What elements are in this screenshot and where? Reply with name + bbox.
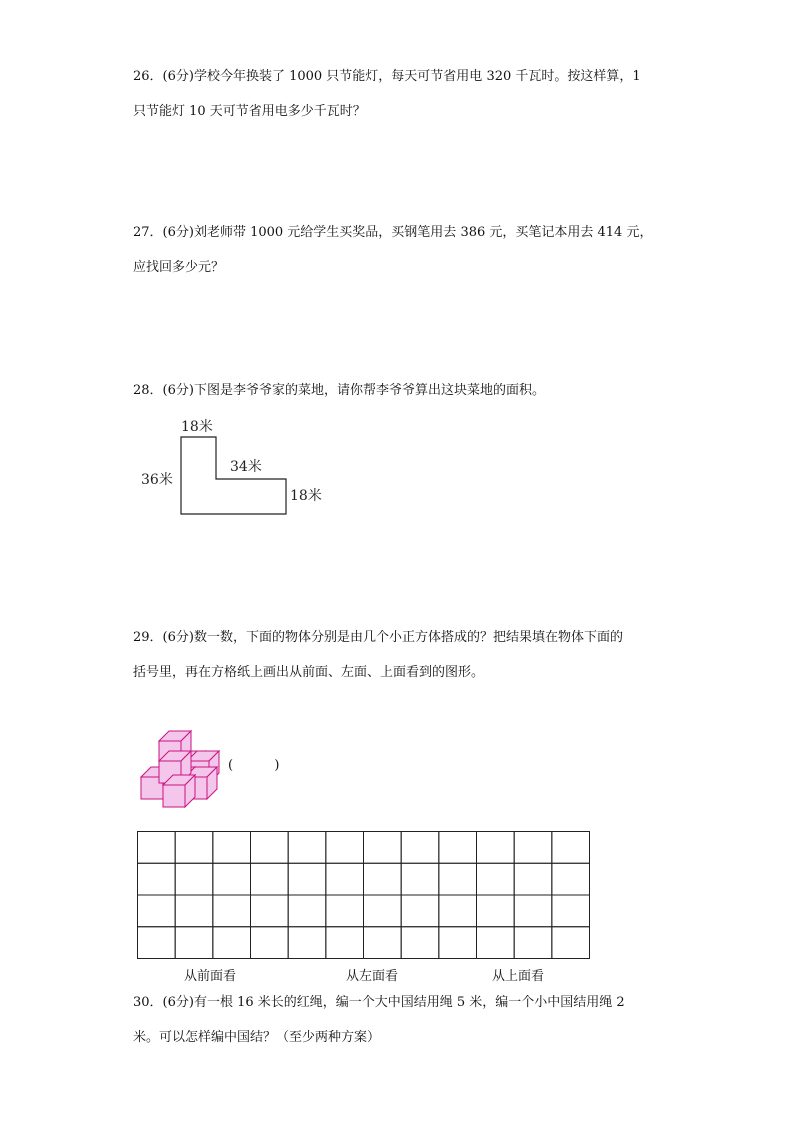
grid-cell[interactable] bbox=[138, 895, 176, 927]
question-26-line-1: 26．(6分)学校今年换装了 1000 只节能灯，每天可节省用电 320 千瓦时。按这样算，1 bbox=[133, 69, 641, 84]
grid-cell[interactable] bbox=[364, 832, 402, 864]
question-26-line-2: 只节能灯 10 天可节省用电多少千瓦时？ bbox=[133, 104, 366, 119]
label-right-height: 18米 bbox=[290, 488, 322, 504]
grid-cell[interactable] bbox=[326, 863, 364, 895]
grid-cell[interactable] bbox=[175, 895, 213, 927]
question-29-line-1: 29．(6分)数一数，下面的物体分别是由几个小正方体搭成的？把结果填在物体下面的 bbox=[133, 630, 623, 645]
answer-parentheses[interactable]: ( ) bbox=[228, 758, 280, 773]
grid-cell[interactable] bbox=[364, 895, 402, 927]
grid-cell[interactable] bbox=[326, 895, 364, 927]
grid-cell[interactable] bbox=[514, 832, 552, 864]
grid-cell[interactable] bbox=[477, 832, 515, 864]
grid-cell[interactable] bbox=[326, 832, 364, 864]
grid-cell[interactable] bbox=[477, 863, 515, 895]
question-27 bbox=[133, 215, 673, 285]
view-label-top: 从上面看 bbox=[492, 969, 545, 984]
question-30-line-1: 30．(6分)有一根 16 米长的红绳，编一个大中国结用绳 5 米，编一个小中国结用绳 2 bbox=[133, 995, 625, 1010]
grid-cell[interactable] bbox=[552, 832, 590, 864]
grid-cell[interactable] bbox=[552, 895, 590, 927]
label-top-width: 18米 bbox=[181, 419, 213, 435]
question-27-line-2: 应找回多少元？ bbox=[133, 260, 225, 275]
grid-cell[interactable] bbox=[514, 863, 552, 895]
grid-cell[interactable] bbox=[514, 927, 552, 959]
grid-cell[interactable] bbox=[213, 832, 251, 864]
label-step-width: 34米 bbox=[230, 459, 262, 475]
view-label-front: 从前面看 bbox=[184, 969, 237, 984]
cube-stack-figure bbox=[135, 725, 225, 810]
question-29 bbox=[133, 620, 673, 690]
grid-cell[interactable] bbox=[439, 927, 477, 959]
grid-cell[interactable] bbox=[213, 927, 251, 959]
grid-cell[interactable] bbox=[138, 832, 176, 864]
grid-cell[interactable] bbox=[364, 927, 402, 959]
grid-cell[interactable] bbox=[138, 927, 176, 959]
grid-cell[interactable] bbox=[213, 863, 251, 895]
grid-cell[interactable] bbox=[175, 863, 213, 895]
grid-cell[interactable] bbox=[251, 895, 289, 927]
question-26 bbox=[133, 59, 673, 129]
grid-cell[interactable] bbox=[401, 832, 439, 864]
view-label-left: 从左面看 bbox=[346, 969, 399, 984]
grid-cell[interactable] bbox=[138, 863, 176, 895]
question-30-line-2: 米。可以怎样编中国结？（至少两种方案） bbox=[133, 1030, 381, 1045]
question-29-line-2: 括号里，再在方格纸上画出从前面、左面、上面看到的图形。 bbox=[133, 665, 485, 680]
question-28-line-1: 28．(6分)下图是李爷爷家的菜地，请你帮李爷爷算出这块菜地的面积。 bbox=[133, 383, 545, 398]
question-27-line-1: 27．(6分)刘老师带 1000 元给学生买奖品，买钢笔用去 386 元，买笔记本用去 414 元， bbox=[133, 225, 653, 240]
grid-cell[interactable] bbox=[401, 927, 439, 959]
grid-cell[interactable] bbox=[326, 927, 364, 959]
garden-plot-figure bbox=[138, 414, 338, 524]
grid-cell[interactable] bbox=[401, 863, 439, 895]
grid-cell[interactable] bbox=[439, 895, 477, 927]
grid-cell[interactable] bbox=[477, 895, 515, 927]
grid-cell[interactable] bbox=[439, 832, 477, 864]
grid-cell[interactable] bbox=[364, 863, 402, 895]
grid-cell[interactable] bbox=[514, 895, 552, 927]
grid-cell[interactable] bbox=[477, 927, 515, 959]
grid-cell[interactable] bbox=[288, 895, 326, 927]
grid-cell[interactable] bbox=[251, 863, 289, 895]
question-28 bbox=[133, 373, 673, 408]
grid-cell[interactable] bbox=[288, 863, 326, 895]
label-left-height: 36米 bbox=[141, 472, 173, 488]
grid-cell[interactable] bbox=[175, 927, 213, 959]
small-cube bbox=[163, 775, 195, 807]
grid-cell[interactable] bbox=[251, 927, 289, 959]
grid-cell[interactable] bbox=[552, 927, 590, 959]
garden-plot-outline bbox=[181, 437, 286, 514]
grid-cell[interactable] bbox=[251, 832, 289, 864]
grid-cell[interactable] bbox=[288, 832, 326, 864]
square-grid-paper[interactable] bbox=[137, 831, 590, 959]
grid-cell[interactable] bbox=[439, 863, 477, 895]
question-30 bbox=[133, 985, 673, 1055]
grid-cell[interactable] bbox=[401, 895, 439, 927]
grid-cell[interactable] bbox=[175, 832, 213, 864]
grid-cell[interactable] bbox=[288, 927, 326, 959]
grid-cell[interactable] bbox=[213, 895, 251, 927]
grid-cell[interactable] bbox=[552, 863, 590, 895]
